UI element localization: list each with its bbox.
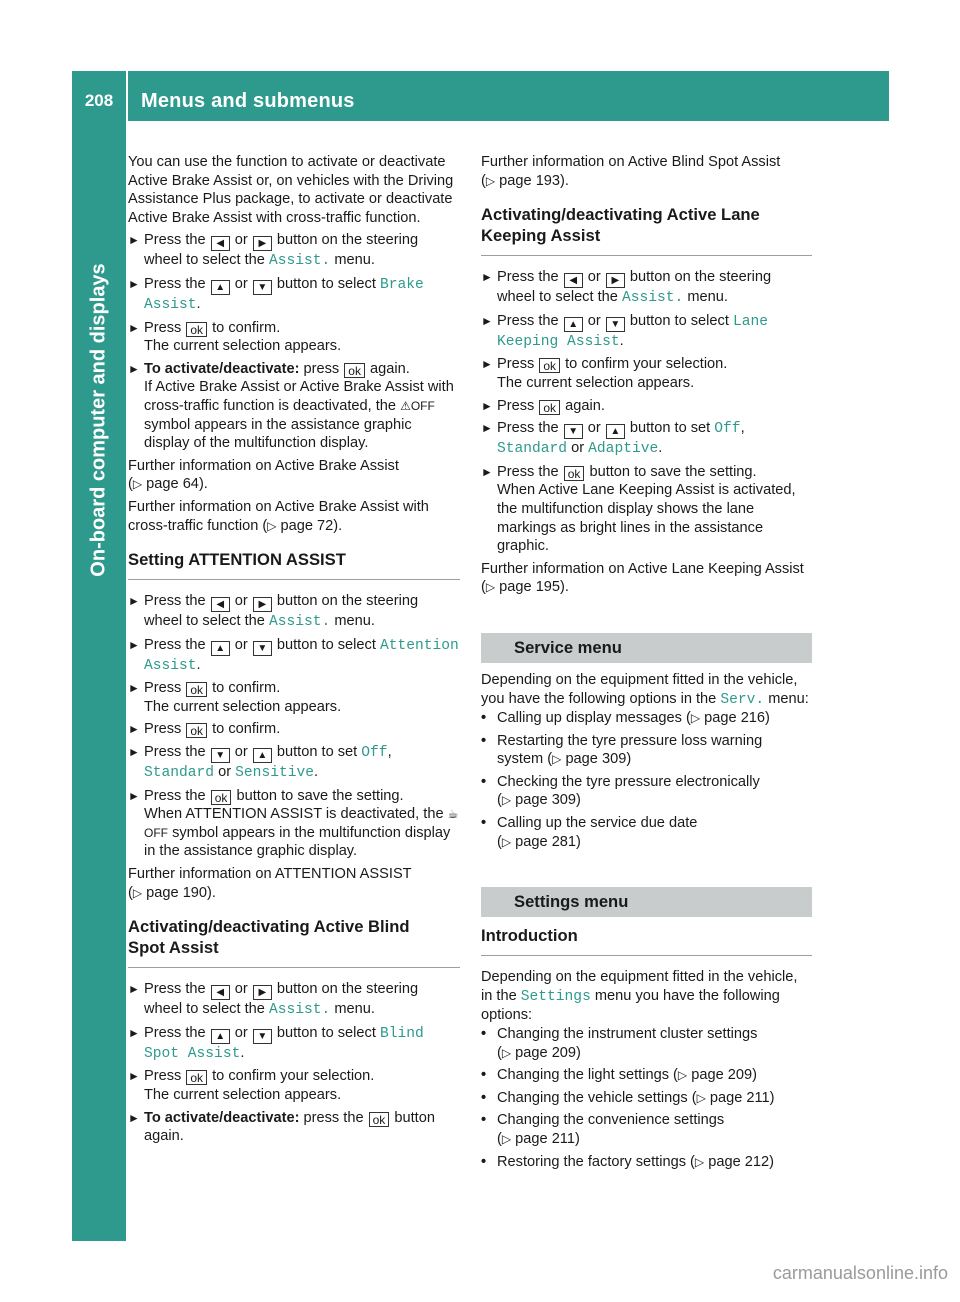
bsa-step-2: ► Press the ▲ or ▼ button to select Blind Spot Assist. [128,1024,424,1062]
step-arrow-icon: ► [481,421,493,436]
ref-arrow-icon: ▷ [690,711,701,726]
up-key-icon: ▲ [253,748,272,763]
option-standard: Standard [497,441,568,458]
service-intro: Depending on the equipment fitted in the vehicle, you have the following options in the Serv. menu: [481,671,809,708]
step-arrow-icon: ► [128,276,140,291]
ok-key-icon: ok [211,790,232,805]
ref-arrow-icon: ▷ [132,885,143,900]
att-step-6: ► Press the ok button to save the setting. When ATTENTION ASSIST is deactivated, the ☕OFF symbol appears in the multifunction display in the assistance graphic display. [128,787,459,860]
down-key-icon: ▼ [253,641,272,656]
lka-step-2: ► Press the ▲ or ▼ button to select Lane Keeping Assist. [481,312,768,350]
lane-keeping-heading: Activating/deactivating Active Lane Keeping Assist [481,204,812,256]
step-arrow-icon: ► [128,594,140,609]
ref-arrow-icon: ▷ [501,1132,512,1146]
ok-key-icon: ok [369,1112,390,1127]
bsa-step-1: ► Press the ◀ or ▶ button on the steering wheel to select the Assist. menu. [128,981,419,1019]
down-key-icon: ▼ [606,317,625,332]
assist-menu-ref: Assist. [268,253,331,270]
settings-item: • Restoring the factory settings (▷ page 212) [481,1153,774,1170]
side-tab-label: On-board computer and displays [87,263,110,577]
assist-menu-ref: Assist. [268,1002,331,1019]
lka-step-6: ► Press the ok button to save the setting. When Active Lane Keeping Assist is activated, the multifunction display shows the lane markings as bright lines in the assistance graphic. [481,463,796,555]
lka-step-1: ► Press the ◀ or ▶ button on the steering wheel to select the Assist. menu. [481,269,772,307]
ref-arrow-icon: ▷ [501,834,512,849]
down-key-icon: ▼ [211,748,230,763]
ref-arrow-icon: ▷ [267,518,277,533]
ok-key-icon: ok [186,322,207,337]
settings-intro: Depending on the equipment fitted in the vehicle, in the Settings menu you have the following options: [481,969,798,1024]
aba-cross-info: Further information on Active Brake Assist with cross-traffic function (▷ page 72). [128,498,429,534]
step-arrow-icon: ► [128,681,140,696]
step-arrow-icon: ► [481,270,493,285]
blind-spot-heading: Activating/deactivating Active Blind Spot Assist [128,916,460,968]
left-key-icon: ◀ [211,236,230,251]
ok-key-icon: ok [186,682,207,697]
ok-key-icon: ok [344,363,365,378]
left-key-icon: ◀ [211,985,230,1000]
settings-item: • Changing the light settings (▷ page 209) [481,1067,757,1084]
step-arrow-icon: ► [128,722,140,737]
left-column [128,153,460,1146]
settings-item: • Changing the vehicle settings (▷ page 211) [481,1089,775,1106]
ok-key-icon: ok [186,1070,207,1085]
lka-info: Further information on Active Lane Keeping Assist (▷ page 195). [481,560,804,596]
lka-step-3: ► Press ok to confirm your selection. The current selection appears. [481,356,728,391]
step-arrow-icon: ► [481,398,493,413]
right-key-icon: ▶ [253,985,272,1000]
ok-key-icon: ok [564,466,585,481]
step-arrow-icon: ► [128,788,140,803]
right-column [481,153,812,1171]
option-adaptive: Adaptive [588,441,659,458]
ok-key-icon: ok [186,723,207,738]
ref-arrow-icon: ▷ [501,793,512,808]
down-key-icon: ▼ [564,424,583,439]
aba-step-4: ► To activate/deactivate: press ok again. If Active Brake Assist or Active Brake Assist with cross-traffic function is deactivated, the ⚠OFF symbol appears in the assistance graphic display of the multifunction display. [128,360,454,452]
aba-step-3: ► Press ok to confirm. The current selection appears. [128,319,342,355]
service-menu-heading: Service menu [481,633,812,663]
blind-spot-assist-item: Blind Spot Assist [144,1025,424,1062]
step-arrow-icon: ► [128,637,140,652]
aba-step-2: ► Press the ▲ or ▼ button to select Brake Assist. [128,275,424,313]
option-off: Off [714,421,741,438]
step-arrow-icon: ► [481,313,493,328]
service-item: • Calling up display messages (▷ page 216) [481,710,770,727]
bsa-step-4: ► To activate/deactivate: press the ok button again. [128,1109,435,1145]
step-arrow-icon: ► [128,982,140,997]
aba-info: Further information on Active Brake Assist (▷ page 64). [128,457,399,493]
service-item: • Checking the tyre pressure electronically (▷ page 309) [481,773,760,809]
right-key-icon: ▶ [253,597,272,612]
settings-item: • Changing the instrument cluster settings (▷ page 209) [481,1026,758,1061]
att-step-3: ► Press ok to confirm. The current selection appears. [128,680,342,715]
watermark: carmanualsonline.info [772,1263,948,1283]
step-arrow-icon: ► [128,320,140,335]
left-key-icon: ◀ [211,597,230,612]
page-number: 208 [84,91,114,110]
ref-arrow-icon: ▷ [552,752,562,767]
step-arrow-icon: ► [481,357,493,372]
step-arrow-icon: ► [128,1069,140,1084]
step-arrow-icon: ► [128,745,140,760]
up-key-icon: ▲ [564,317,583,332]
right-key-icon: ▶ [253,236,272,251]
attention-assist-item: Attention Assist [144,637,459,674]
ok-key-icon: ok [539,400,560,415]
assist-menu-ref: Assist. [621,290,684,307]
left-key-icon: ◀ [564,273,583,288]
step-arrow-icon: ► [128,1110,140,1125]
att-info: Further information on ATTENTION ASSIST (▷ page 190). [128,866,412,901]
attention-assist-off-icon: ☕OFF [144,807,459,840]
step-arrow-icon: ► [128,233,140,248]
lane-keeping-assist-item: Lane Keeping Assist [497,313,768,350]
ref-arrow-icon: ▷ [485,173,496,188]
ref-arrow-icon: ▷ [132,477,143,492]
bsa-info: Further information on Active Blind Spot Assist (▷ page 193). [481,154,781,189]
settings-menu-heading: Settings menu [481,887,812,917]
ref-arrow-icon: ▷ [501,1045,512,1060]
brake-assist-item: Brake Assist [144,276,424,313]
header-divider [126,71,128,121]
introduction-heading: Introduction [481,925,812,956]
ref-arrow-icon: ▷ [677,1068,688,1083]
service-item: • Calling up the service due date (▷ page 281) [481,815,698,850]
down-key-icon: ▼ [253,1029,272,1044]
ok-key-icon: ok [539,358,560,373]
att-step-2: ► Press the ▲ or ▼ button to select Attention Assist. [128,636,459,674]
ref-arrow-icon: ▷ [694,1154,705,1169]
att-step-4: ► Press ok to confirm. [128,721,281,739]
attention-assist-heading: Setting ATTENTION ASSIST [128,549,460,580]
up-key-icon: ▲ [211,280,230,295]
up-key-icon: ▲ [211,641,230,656]
right-key-icon: ▶ [606,273,625,288]
service-item: • Restarting the tyre pressure loss warning system (▷ page 309) [481,732,763,768]
att-step-5: ► Press the ▼ or ▲ button to set Off, Standard or Sensitive. [128,744,392,782]
page-title: Menus and submenus [141,90,355,112]
lka-step-5: ► Press the ▼ or ▲ button to set Off, Standard or Adaptive. [481,420,745,458]
intro-paragraph: You can use the function to activate or deactivate Active Brake Assist or, on vehicles with the Driving Assistance Plus package, to activate or deactivate Active Brake Assist with cross-traffic function. [128,154,454,226]
option-standard: Standard [144,765,215,782]
lka-step-4: ► Press ok again. [481,397,605,415]
option-off: Off [361,745,388,762]
down-key-icon: ▼ [253,280,272,295]
att-step-1: ► Press the ◀ or ▶ button on the steering wheel to select the Assist. menu. [128,593,419,631]
step-arrow-icon: ► [128,361,140,376]
step-arrow-icon: ► [481,464,493,479]
up-key-icon: ▲ [606,424,625,439]
ref-arrow-icon: ▷ [485,580,496,595]
option-sensitive: Sensitive [235,765,314,782]
ref-arrow-icon: ▷ [696,1090,706,1105]
brake-assist-off-icon: ⚠OFF [400,398,435,413]
assist-menu-ref: Assist. [268,614,331,631]
settings-item: • Changing the convenience settings (▷ page 211) [481,1112,725,1147]
settings-menu-ref: Settings [520,988,591,1005]
aba-step-1: ► Press the ◀ or ▶ button on the steering wheel to select the Assist. menu. [128,232,419,270]
bsa-step-3: ► Press ok to confirm your selection. The current selection appears. [128,1068,375,1103]
up-key-icon: ▲ [211,1029,230,1044]
step-arrow-icon: ► [128,1025,140,1040]
serv-menu-ref: Serv. [720,691,765,708]
